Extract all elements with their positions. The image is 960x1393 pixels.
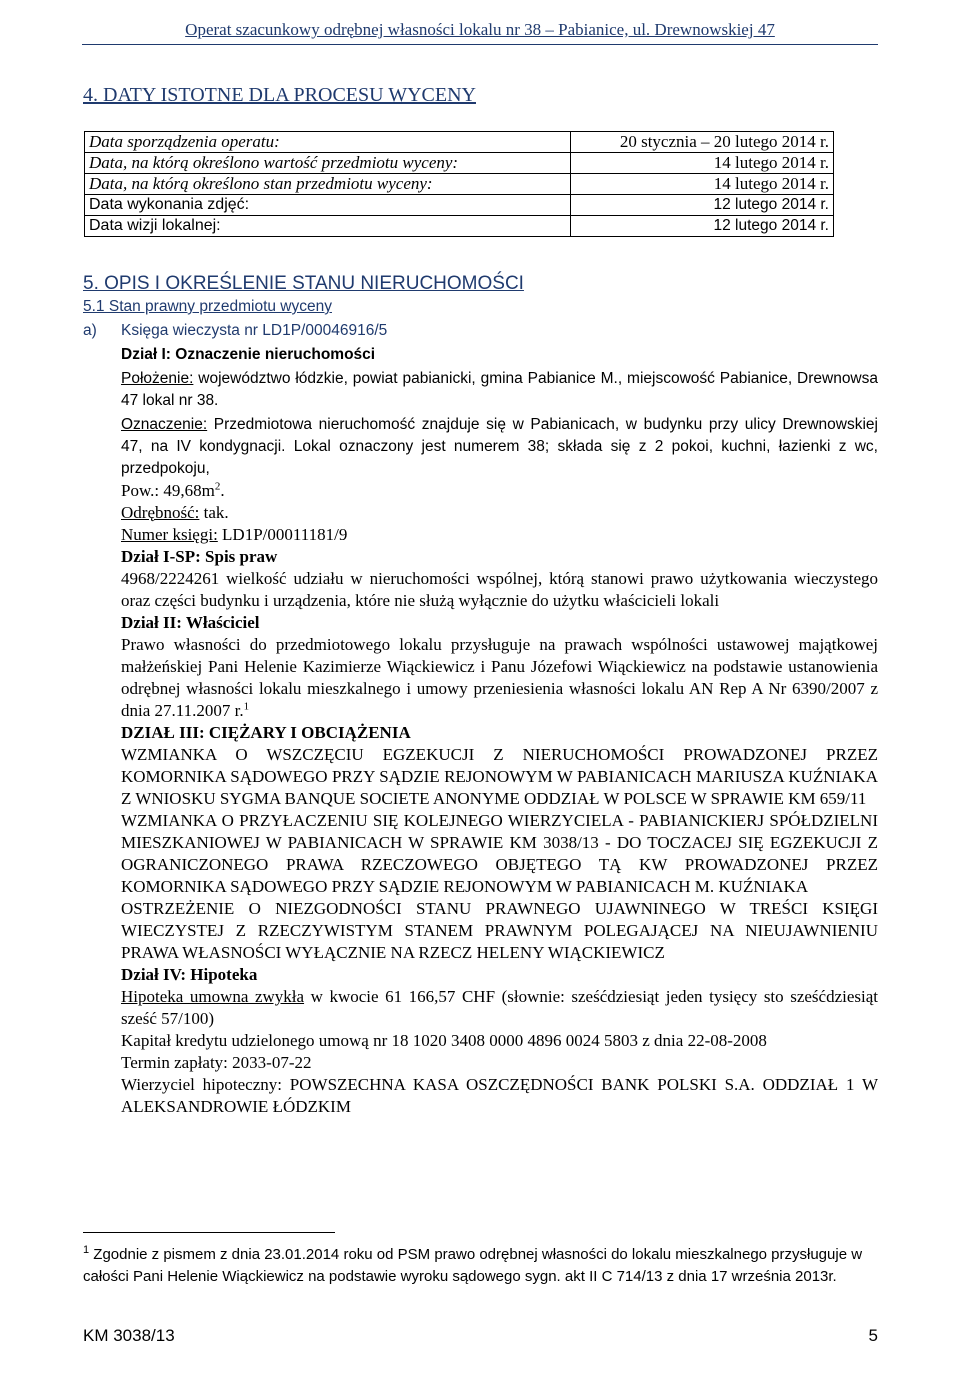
page-footer xyxy=(83,1326,878,1346)
land-register-body xyxy=(83,344,878,1118)
creditor-paragraph: Wierzyciel hipoteczny: POWSZECHNA KASA OSZCZĘDNOŚCI BANK POLSKI S.A. ODDZIAŁ 1 W ALEKSANDROWIE ŁÓDZKIM xyxy=(121,1075,878,1116)
book-number-value: LD1P/00011181/9 xyxy=(217,525,348,544)
section-5-content xyxy=(83,296,878,1118)
separateness-value: tak. xyxy=(199,503,229,522)
rights-list-text: 4968/2224261 wielkość udziału w nieruchomości wspólnej, którą stanowi prawo użytkowania wieczystego oraz części budynku i urządzenia, które nie służą wyłącznie do użytku właścicieli lokali xyxy=(121,569,878,610)
encumbrance-paragraph: WZMIANKA O PRZYŁACZENIU SIĘ KOLEJNEGO WIERZYCIELA - PABIANICKIERJ SPÓŁDZIELNI MIESZKANIOWEJ W PABIANICACH W SPRAWIE KM 3038/13 - DO TOCZACEJ SIĘ EGZEKUCJI Z OGRANICZONEGO PRAWA RZECZOWEGO OBJĘTEGO TĄ KW PROWADZONEJ PRZEZ KOMORNIKA SĄDOWEGO PRZY SĄDZIE REJONOWYM W PABIANICACH M. KUŹNIAKA xyxy=(121,811,878,896)
designation-text: Przedmiotowa nieruchomość znajduje się w Pabianicach, w budynku przy ulicy Drewnowskiej 47, na IV kondygnacji. Lokal oznaczony jest numerem 38; składa się z 2 pokoi, kuchni, łazienki z wc, przedpokoju, xyxy=(121,416,878,477)
section-4-title: Dział IV: Hipoteka xyxy=(121,965,258,984)
separateness-paragraph xyxy=(121,502,878,524)
book-number-label: Numer księgi: xyxy=(121,525,218,544)
date-label: Data wykonania zdjęć: xyxy=(85,195,571,216)
section-1sp-title: Dział I-SP: Spis praw xyxy=(121,547,278,566)
dates-table xyxy=(84,131,834,237)
location-text: województwo łódzkie, powiat pabianicki, gmina Pabianice M., miejscowość Pabianice, Drewnowsa 47 lokal nr 38. xyxy=(121,370,878,409)
location-label: Położenie: xyxy=(121,370,194,387)
header-title: Operat szacunkowy odrębnej własności lokalu nr 38 – Pabianice, ul. Drewnowskiej 47 xyxy=(185,20,775,39)
mortgage-paragraph xyxy=(121,986,878,1030)
section-3-title: DZIAŁ III: CIĘŻARY I OBCIĄŻENIA xyxy=(121,723,411,742)
footnote-divider xyxy=(83,1232,335,1233)
designation-label: Oznaczenie: xyxy=(121,416,208,433)
encumbrance-paragraph: WZMIANKA O WSZCZĘCIU EGZEKUCJI Z NIERUCHOMOŚCI PROWADZONEJ PRZEZ KOMORNIKA SĄDOWEGO PRZY SĄDZIE REJONOWYM W PABIANICACH MARIUSZA KUŹNIAKA Z WNIOSKU SYGMA BANQUE SOCIETE ANONYME ODDZIAŁ W POLSCE W SPRAWIE KM 659/11 xyxy=(121,745,878,808)
area-paragraph xyxy=(121,480,878,502)
section-1-title: Dział I: Oznaczenie nieruchomości xyxy=(121,346,376,363)
land-register-heading xyxy=(83,320,878,342)
area-superscript: 2 xyxy=(214,480,221,493)
date-value: 14 lutego 2014 r. xyxy=(571,153,834,174)
footnote-reference: 1 xyxy=(243,700,250,713)
table-row xyxy=(85,195,834,216)
footnote xyxy=(83,1244,878,1288)
date-value: 14 lutego 2014 r. xyxy=(571,174,834,195)
case-number: KM 3038/13 xyxy=(83,1326,175,1345)
list-marker: a) xyxy=(83,322,97,339)
location-paragraph xyxy=(121,368,878,412)
mortgage-text: w kwocie 61 166,57 CHF (słownie: sześćdziesiąt jeden tysięcy sto sześćdziesiąt sześć 57/100) xyxy=(121,987,878,1028)
designation-paragraph xyxy=(121,414,878,480)
book-number-paragraph xyxy=(121,524,878,546)
date-label: Data, na którą określono wartość przedmiotu wyceny: xyxy=(85,153,571,174)
section-2-title: Dział II: Właściciel xyxy=(121,613,260,632)
date-value: 20 stycznia – 20 lutego 2014 r. xyxy=(571,132,834,153)
date-label: Data wizji lokalnej: xyxy=(85,216,571,237)
table-row xyxy=(85,174,834,195)
section-4-heading: 4. DATY ISTOTNE DLA PROCESU WYCENY xyxy=(83,84,476,106)
mortgage-label: Hipoteka umowna zwykła xyxy=(121,987,305,1006)
header-divider xyxy=(82,44,878,45)
section-5-heading: 5. OPIS I OKREŚLENIE STANU NIERUCHOMOŚCI xyxy=(83,273,524,294)
due-date-paragraph: Termin zapłaty: 2033-07-22 xyxy=(121,1053,312,1072)
separateness-label: Odrębność: xyxy=(121,503,200,522)
page-header xyxy=(0,20,960,40)
area-text: Pow.: 49,68m xyxy=(121,481,215,500)
subsection-5-1-heading: 5.1 Stan prawny przedmiotu wyceny xyxy=(83,298,332,315)
encumbrance-paragraph: OSTRZEŻENIE O NIEZGODNOŚCI STANU PRAWNEGO UJAWNINEGO W TREŚCI KSIĘGI WIECZYSTEJ Z RZECZYWISTYM STANEM PRAWNYM POLEGAJĄCEJ NA NIEUJAWNIENIU PRAWA WŁASNOŚCI WYŁĄCZNIE NA RZECZ HELENY WIĄCKIEWICZ xyxy=(121,899,878,962)
date-label: Data, na którą określono stan przedmiotu wyceny: xyxy=(85,174,571,195)
table-row xyxy=(85,132,834,153)
loan-paragraph: Kapitał kredytu udzielonego umową nr 18 1020 3408 0000 4896 0024 5803 z dnia 22-08-2008 xyxy=(121,1031,767,1050)
area-end: . xyxy=(220,481,225,500)
footnote-marker: 1 xyxy=(83,1244,90,1256)
table-row xyxy=(85,153,834,174)
owner-paragraph xyxy=(121,634,878,722)
page-number: 5 xyxy=(868,1326,878,1345)
date-value: 12 lutego 2014 r. xyxy=(571,195,834,216)
footnote-text: Zgodnie z pismem z dnia 23.01.2014 roku od PSM prawo odrębnej własności do lokalu mieszkalnego przysługuje w całości Pani Helenie Wiąckiewicz na podstawie wyroku sądowego sygn. akt II C 714/13 z dnia 17 września 2013r. xyxy=(83,1246,863,1285)
table-row xyxy=(85,216,834,237)
land-register-title: Księga wieczysta nr LD1P/00046916/5 xyxy=(121,322,388,339)
date-value: 12 lutego 2014 r. xyxy=(571,216,834,237)
owner-text: Prawo własności do przedmiotowego lokalu przysługuje na prawach wspólności ustawowej majątkowej małżeńskiej Pani Helenie Kazimierze Wiąckiewicz i Panu Józefowi Wiąckiewicz na podstawie ustanowienia odrębnej własności lokalu mieszkalnego i umowy przeniesienia własności lokalu AN Rep A Nr 6390/2007 z dnia 27.11.2007 r. xyxy=(121,635,878,720)
date-label: Data sporządzenia operatu: xyxy=(85,132,571,153)
